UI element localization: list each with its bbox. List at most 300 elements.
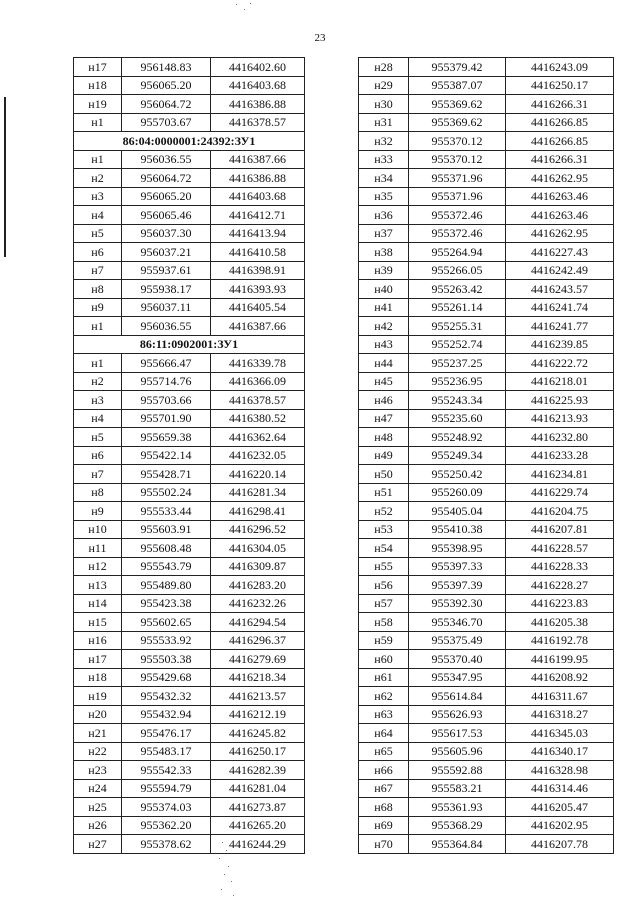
point-id-cell: н8 xyxy=(74,280,122,299)
y-coordinate-cell: 4416266.85 xyxy=(506,132,614,151)
table-row xyxy=(359,261,614,280)
table-row xyxy=(74,742,305,761)
x-coordinate-cell: 955489.80 xyxy=(122,576,211,595)
x-coordinate-cell: 956037.21 xyxy=(122,243,211,262)
x-coordinate-cell: 956065.20 xyxy=(122,76,211,95)
y-coordinate-cell: 4416208.92 xyxy=(506,668,614,687)
x-coordinate-cell: 956148.83 xyxy=(122,58,211,77)
table-row xyxy=(359,95,614,114)
x-coordinate-cell: 955626.93 xyxy=(409,705,506,724)
point-id-cell: н19 xyxy=(74,95,122,114)
point-id-cell: н29 xyxy=(359,76,409,95)
y-coordinate-cell: 4416205.38 xyxy=(506,613,614,632)
x-coordinate-cell: 955594.79 xyxy=(122,779,211,798)
point-id-cell: н32 xyxy=(359,132,409,151)
y-coordinate-cell: 4416279.69 xyxy=(211,650,305,669)
point-id-cell: н31 xyxy=(359,113,409,132)
table-row xyxy=(359,742,614,761)
point-id-cell: н2 xyxy=(74,372,122,391)
point-id-cell: н27 xyxy=(74,835,122,854)
table-row xyxy=(359,816,614,835)
x-coordinate-cell: 955261.14 xyxy=(409,298,506,317)
y-coordinate-cell: 4416311.67 xyxy=(506,687,614,706)
x-coordinate-cell: 956065.20 xyxy=(122,187,211,206)
y-coordinate-cell: 4416212.19 xyxy=(211,705,305,724)
x-coordinate-cell: 955368.29 xyxy=(409,816,506,835)
table-row xyxy=(74,687,305,706)
x-coordinate-cell: 955346.70 xyxy=(409,613,506,632)
point-id-cell: н9 xyxy=(74,502,122,521)
table-row xyxy=(74,761,305,780)
y-coordinate-cell: 4416273.87 xyxy=(211,798,305,817)
y-coordinate-cell: 4416232.80 xyxy=(506,428,614,447)
x-coordinate-cell: 955379.42 xyxy=(409,58,506,77)
y-coordinate-cell: 4416378.57 xyxy=(211,391,305,410)
x-coordinate-cell: 955423.38 xyxy=(122,594,211,613)
y-coordinate-cell: 4416328.98 xyxy=(506,761,614,780)
table-row xyxy=(74,668,305,687)
x-coordinate-cell: 955364.84 xyxy=(409,835,506,854)
y-coordinate-cell: 4416281.34 xyxy=(211,483,305,502)
y-coordinate-cell: 4416263.46 xyxy=(506,187,614,206)
x-coordinate-cell: 955375.49 xyxy=(409,631,506,650)
x-coordinate-cell: 955370.12 xyxy=(409,150,506,169)
x-coordinate-cell: 955602.65 xyxy=(122,613,211,632)
x-coordinate-cell: 955410.38 xyxy=(409,520,506,539)
x-coordinate-cell: 955249.34 xyxy=(409,446,506,465)
table-row xyxy=(359,446,614,465)
point-id-cell: н7 xyxy=(74,261,122,280)
point-id-cell: н20 xyxy=(74,705,122,724)
y-coordinate-cell: 4416243.09 xyxy=(506,58,614,77)
table-row xyxy=(74,779,305,798)
table-row xyxy=(359,668,614,687)
y-coordinate-cell: 4416218.34 xyxy=(211,668,305,687)
y-coordinate-cell: 4416228.33 xyxy=(506,557,614,576)
point-id-cell: н68 xyxy=(359,798,409,817)
x-coordinate-cell: 955235.60 xyxy=(409,409,506,428)
table-row xyxy=(74,502,305,521)
table-row xyxy=(74,113,305,132)
table-row xyxy=(74,539,305,558)
point-id-cell: н55 xyxy=(359,557,409,576)
y-coordinate-cell: 4416296.37 xyxy=(211,631,305,650)
point-id-cell: н46 xyxy=(359,391,409,410)
x-coordinate-cell: 955583.21 xyxy=(409,779,506,798)
point-id-cell: н60 xyxy=(359,650,409,669)
y-coordinate-cell: 4416228.27 xyxy=(506,576,614,595)
table-row xyxy=(74,187,305,206)
point-id-cell: н5 xyxy=(74,428,122,447)
table-row xyxy=(359,502,614,521)
x-coordinate-cell: 955608.48 xyxy=(122,539,211,558)
y-coordinate-cell: 4416225.93 xyxy=(506,391,614,410)
point-id-cell: н11 xyxy=(74,539,122,558)
table-row xyxy=(359,594,614,613)
point-id-cell: н15 xyxy=(74,613,122,632)
point-id-cell: н25 xyxy=(74,798,122,817)
y-coordinate-cell: 4416192.78 xyxy=(506,631,614,650)
table-row xyxy=(359,280,614,299)
x-coordinate-cell: 955387.07 xyxy=(409,76,506,95)
x-coordinate-cell: 955397.33 xyxy=(409,557,506,576)
point-id-cell: н6 xyxy=(74,446,122,465)
x-coordinate-cell: 955374.03 xyxy=(122,798,211,817)
table-row xyxy=(74,631,305,650)
y-coordinate-cell: 4416294.54 xyxy=(211,613,305,632)
x-coordinate-cell: 955237.25 xyxy=(409,354,506,373)
y-coordinate-cell: 4416218.01 xyxy=(506,372,614,391)
x-coordinate-cell: 955378.62 xyxy=(122,835,211,854)
y-coordinate-cell: 4416386.88 xyxy=(211,95,305,114)
x-coordinate-cell: 956036.55 xyxy=(122,150,211,169)
y-coordinate-cell: 4416380.52 xyxy=(211,409,305,428)
y-coordinate-cell: 4416393.93 xyxy=(211,280,305,299)
y-coordinate-cell: 4416387.66 xyxy=(211,150,305,169)
section-header-row xyxy=(74,335,305,354)
x-coordinate-cell: 955248.92 xyxy=(409,428,506,447)
y-coordinate-cell: 4416241.74 xyxy=(506,298,614,317)
cadastral-number: 86:11:0902001:ЗУ1 xyxy=(74,335,305,354)
y-coordinate-cell: 4416386.88 xyxy=(211,169,305,188)
table-row xyxy=(74,354,305,373)
table-row xyxy=(359,687,614,706)
x-coordinate-cell: 955659.38 xyxy=(122,428,211,447)
table-row xyxy=(359,761,614,780)
y-coordinate-cell: 4416366.09 xyxy=(211,372,305,391)
table-row xyxy=(359,206,614,225)
x-coordinate-cell: 955483.17 xyxy=(122,742,211,761)
y-coordinate-cell: 4416403.68 xyxy=(211,187,305,206)
point-id-cell: н16 xyxy=(74,631,122,650)
x-coordinate-cell: 955428.71 xyxy=(122,465,211,484)
table-row xyxy=(359,169,614,188)
x-coordinate-cell: 955542.33 xyxy=(122,761,211,780)
x-coordinate-cell: 955476.17 xyxy=(122,724,211,743)
x-coordinate-cell: 955372.46 xyxy=(409,224,506,243)
point-id-cell: н47 xyxy=(359,409,409,428)
table-row xyxy=(359,835,614,854)
x-coordinate-cell: 955605.96 xyxy=(409,742,506,761)
y-coordinate-cell: 4416228.57 xyxy=(506,539,614,558)
point-id-cell: н35 xyxy=(359,187,409,206)
table-row xyxy=(74,224,305,243)
table-row xyxy=(74,95,305,114)
table-row xyxy=(74,280,305,299)
x-coordinate-cell: 955397.39 xyxy=(409,576,506,595)
point-id-cell: н28 xyxy=(359,58,409,77)
x-coordinate-cell: 955392.30 xyxy=(409,594,506,613)
table-row xyxy=(359,76,614,95)
table-row xyxy=(74,594,305,613)
x-coordinate-cell: 955938.17 xyxy=(122,280,211,299)
margin-bar xyxy=(4,97,6,257)
y-coordinate-cell: 4416204.75 xyxy=(506,502,614,521)
point-id-cell: н18 xyxy=(74,668,122,687)
x-coordinate-cell: 956037.30 xyxy=(122,224,211,243)
table-row xyxy=(359,187,614,206)
x-coordinate-cell: 955603.91 xyxy=(122,520,211,539)
y-coordinate-cell: 4416298.41 xyxy=(211,502,305,521)
point-id-cell: н37 xyxy=(359,224,409,243)
y-coordinate-cell: 4416207.81 xyxy=(506,520,614,539)
point-id-cell: н17 xyxy=(74,58,122,77)
x-coordinate-cell: 955369.62 xyxy=(409,95,506,114)
table-row xyxy=(359,483,614,502)
point-id-cell: н22 xyxy=(74,742,122,761)
x-coordinate-cell: 955422.14 xyxy=(122,446,211,465)
point-id-cell: н18 xyxy=(74,76,122,95)
point-id-cell: н24 xyxy=(74,779,122,798)
y-coordinate-cell: 4416282.39 xyxy=(211,761,305,780)
x-coordinate-cell: 955533.92 xyxy=(122,631,211,650)
table-row xyxy=(359,520,614,539)
table-row xyxy=(359,150,614,169)
table-row xyxy=(74,58,305,77)
point-id-cell: н62 xyxy=(359,687,409,706)
y-coordinate-cell: 4416281.04 xyxy=(211,779,305,798)
y-coordinate-cell: 4416227.43 xyxy=(506,243,614,262)
table-row xyxy=(359,354,614,373)
table-row xyxy=(74,409,305,428)
x-coordinate-cell: 955255.31 xyxy=(409,317,506,336)
x-coordinate-cell: 955543.79 xyxy=(122,557,211,576)
y-coordinate-cell: 4416242.49 xyxy=(506,261,614,280)
x-coordinate-cell: 955701.90 xyxy=(122,409,211,428)
point-id-cell: н44 xyxy=(359,354,409,373)
y-coordinate-cell: 4416234.81 xyxy=(506,465,614,484)
table-row xyxy=(74,372,305,391)
table-row xyxy=(74,650,305,669)
x-coordinate-cell: 955398.95 xyxy=(409,539,506,558)
y-coordinate-cell: 4416405.54 xyxy=(211,298,305,317)
x-coordinate-cell: 955614.84 xyxy=(409,687,506,706)
y-coordinate-cell: 4416244.29 xyxy=(211,835,305,854)
table-row xyxy=(359,391,614,410)
y-coordinate-cell: 4416250.17 xyxy=(211,742,305,761)
y-coordinate-cell: 4416378.57 xyxy=(211,113,305,132)
y-coordinate-cell: 4416239.85 xyxy=(506,335,614,354)
point-id-cell: н70 xyxy=(359,835,409,854)
y-coordinate-cell: 4416202.95 xyxy=(506,816,614,835)
point-id-cell: н54 xyxy=(359,539,409,558)
table-row xyxy=(74,446,305,465)
table-row xyxy=(359,335,614,354)
y-coordinate-cell: 4416262.95 xyxy=(506,169,614,188)
x-coordinate-cell: 955362.20 xyxy=(122,816,211,835)
y-coordinate-cell: 4416403.68 xyxy=(211,76,305,95)
point-id-cell: н52 xyxy=(359,502,409,521)
point-id-cell: н34 xyxy=(359,169,409,188)
point-id-cell: н2 xyxy=(74,169,122,188)
point-id-cell: н1 xyxy=(74,317,122,336)
y-coordinate-cell: 4416318.27 xyxy=(506,705,614,724)
table-row xyxy=(359,58,614,77)
x-coordinate-cell: 955503.38 xyxy=(122,650,211,669)
point-id-cell: н48 xyxy=(359,428,409,447)
point-id-cell: н49 xyxy=(359,446,409,465)
x-coordinate-cell: 955370.40 xyxy=(409,650,506,669)
x-coordinate-cell: 955266.05 xyxy=(409,261,506,280)
coordinate-table-left xyxy=(73,57,305,854)
point-id-cell: н40 xyxy=(359,280,409,299)
table-row xyxy=(359,631,614,650)
point-id-cell: н1 xyxy=(74,354,122,373)
table-row xyxy=(74,317,305,336)
x-coordinate-cell: 955372.46 xyxy=(409,206,506,225)
y-coordinate-cell: 4416262.95 xyxy=(506,224,614,243)
y-coordinate-cell: 4416339.78 xyxy=(211,354,305,373)
section-header-row xyxy=(74,132,305,151)
table-row xyxy=(359,409,614,428)
table-row xyxy=(74,465,305,484)
point-id-cell: н57 xyxy=(359,594,409,613)
x-coordinate-cell: 955617.53 xyxy=(409,724,506,743)
point-id-cell: н5 xyxy=(74,224,122,243)
point-id-cell: н10 xyxy=(74,520,122,539)
y-coordinate-cell: 4416233.28 xyxy=(506,446,614,465)
y-coordinate-cell: 4416410.58 xyxy=(211,243,305,262)
x-coordinate-cell: 956037.11 xyxy=(122,298,211,317)
y-coordinate-cell: 4416345.03 xyxy=(506,724,614,743)
x-coordinate-cell: 955533.44 xyxy=(122,502,211,521)
point-id-cell: н36 xyxy=(359,206,409,225)
table-row xyxy=(74,428,305,447)
point-id-cell: н7 xyxy=(74,465,122,484)
y-coordinate-cell: 4416283.20 xyxy=(211,576,305,595)
x-coordinate-cell: 955243.34 xyxy=(409,391,506,410)
point-id-cell: н17 xyxy=(74,650,122,669)
point-id-cell: н64 xyxy=(359,724,409,743)
point-id-cell: н56 xyxy=(359,576,409,595)
table-row xyxy=(359,576,614,595)
table-row xyxy=(359,539,614,558)
table-row xyxy=(74,613,305,632)
table-row xyxy=(74,705,305,724)
point-id-cell: н21 xyxy=(74,724,122,743)
point-id-cell: н3 xyxy=(74,187,122,206)
point-id-cell: н66 xyxy=(359,761,409,780)
table-row xyxy=(74,724,305,743)
y-coordinate-cell: 4416199.95 xyxy=(506,650,614,669)
x-coordinate-cell: 955666.47 xyxy=(122,354,211,373)
x-coordinate-cell: 955361.93 xyxy=(409,798,506,817)
point-id-cell: н30 xyxy=(359,95,409,114)
point-id-cell: н63 xyxy=(359,705,409,724)
table-row xyxy=(74,576,305,595)
table-row xyxy=(359,428,614,447)
table-row xyxy=(74,557,305,576)
table-row xyxy=(74,169,305,188)
table-row xyxy=(74,261,305,280)
y-coordinate-cell: 4416223.83 xyxy=(506,594,614,613)
x-coordinate-cell: 955432.94 xyxy=(122,705,211,724)
y-coordinate-cell: 4416340.17 xyxy=(506,742,614,761)
y-coordinate-cell: 4416402.60 xyxy=(211,58,305,77)
y-coordinate-cell: 4416304.05 xyxy=(211,539,305,558)
x-coordinate-cell: 955369.62 xyxy=(409,113,506,132)
point-id-cell: н67 xyxy=(359,779,409,798)
table-row xyxy=(359,465,614,484)
y-coordinate-cell: 4416265.20 xyxy=(211,816,305,835)
x-coordinate-cell: 955263.42 xyxy=(409,280,506,299)
y-coordinate-cell: 4416232.05 xyxy=(211,446,305,465)
point-id-cell: н6 xyxy=(74,243,122,262)
x-coordinate-cell: 955260.09 xyxy=(409,483,506,502)
x-coordinate-cell: 955714.76 xyxy=(122,372,211,391)
y-coordinate-cell: 4416412.71 xyxy=(211,206,305,225)
table-row xyxy=(359,298,614,317)
x-coordinate-cell: 955371.96 xyxy=(409,169,506,188)
x-coordinate-cell: 956064.72 xyxy=(122,95,211,114)
x-coordinate-cell: 955371.96 xyxy=(409,187,506,206)
x-coordinate-cell: 955502.24 xyxy=(122,483,211,502)
point-id-cell: н69 xyxy=(359,816,409,835)
x-coordinate-cell: 955432.32 xyxy=(122,687,211,706)
table-row xyxy=(74,798,305,817)
point-id-cell: н9 xyxy=(74,298,122,317)
table-row xyxy=(74,243,305,262)
point-id-cell: н51 xyxy=(359,483,409,502)
point-id-cell: н38 xyxy=(359,243,409,262)
table-row xyxy=(74,816,305,835)
table-row xyxy=(359,372,614,391)
y-coordinate-cell: 4416213.57 xyxy=(211,687,305,706)
x-coordinate-cell: 955703.66 xyxy=(122,391,211,410)
y-coordinate-cell: 4416220.14 xyxy=(211,465,305,484)
y-coordinate-cell: 4416207.78 xyxy=(506,835,614,854)
y-coordinate-cell: 4416296.52 xyxy=(211,520,305,539)
coordinate-table-right xyxy=(358,57,614,854)
x-coordinate-cell: 956036.55 xyxy=(122,317,211,336)
point-id-cell: н43 xyxy=(359,335,409,354)
point-id-cell: н3 xyxy=(74,391,122,410)
x-coordinate-cell: 955370.12 xyxy=(409,132,506,151)
table-row xyxy=(359,113,614,132)
cadastral-number: 86:04:0000001:24392:ЗУ1 xyxy=(74,132,305,151)
y-coordinate-cell: 4416266.31 xyxy=(506,95,614,114)
table-row xyxy=(359,557,614,576)
point-id-cell: н50 xyxy=(359,465,409,484)
point-id-cell: н65 xyxy=(359,742,409,761)
x-coordinate-cell: 955703.67 xyxy=(122,113,211,132)
x-coordinate-cell: 955250.42 xyxy=(409,465,506,484)
point-id-cell: н1 xyxy=(74,113,122,132)
table-row xyxy=(74,150,305,169)
table-row xyxy=(359,650,614,669)
y-coordinate-cell: 4416398.91 xyxy=(211,261,305,280)
x-coordinate-cell: 955252.74 xyxy=(409,335,506,354)
point-id-cell: н19 xyxy=(74,687,122,706)
x-coordinate-cell: 955429.68 xyxy=(122,668,211,687)
point-id-cell: н14 xyxy=(74,594,122,613)
point-id-cell: н1 xyxy=(74,150,122,169)
point-id-cell: н33 xyxy=(359,150,409,169)
table-row xyxy=(74,520,305,539)
x-coordinate-cell: 955236.95 xyxy=(409,372,506,391)
x-coordinate-cell: 955405.04 xyxy=(409,502,506,521)
table-row xyxy=(359,613,614,632)
point-id-cell: н23 xyxy=(74,761,122,780)
y-coordinate-cell: 4416205.47 xyxy=(506,798,614,817)
point-id-cell: н26 xyxy=(74,816,122,835)
point-id-cell: н12 xyxy=(74,557,122,576)
x-coordinate-cell: 955937.61 xyxy=(122,261,211,280)
y-coordinate-cell: 4416243.57 xyxy=(506,280,614,299)
point-id-cell: н53 xyxy=(359,520,409,539)
table-row xyxy=(359,224,614,243)
point-id-cell: н58 xyxy=(359,613,409,632)
